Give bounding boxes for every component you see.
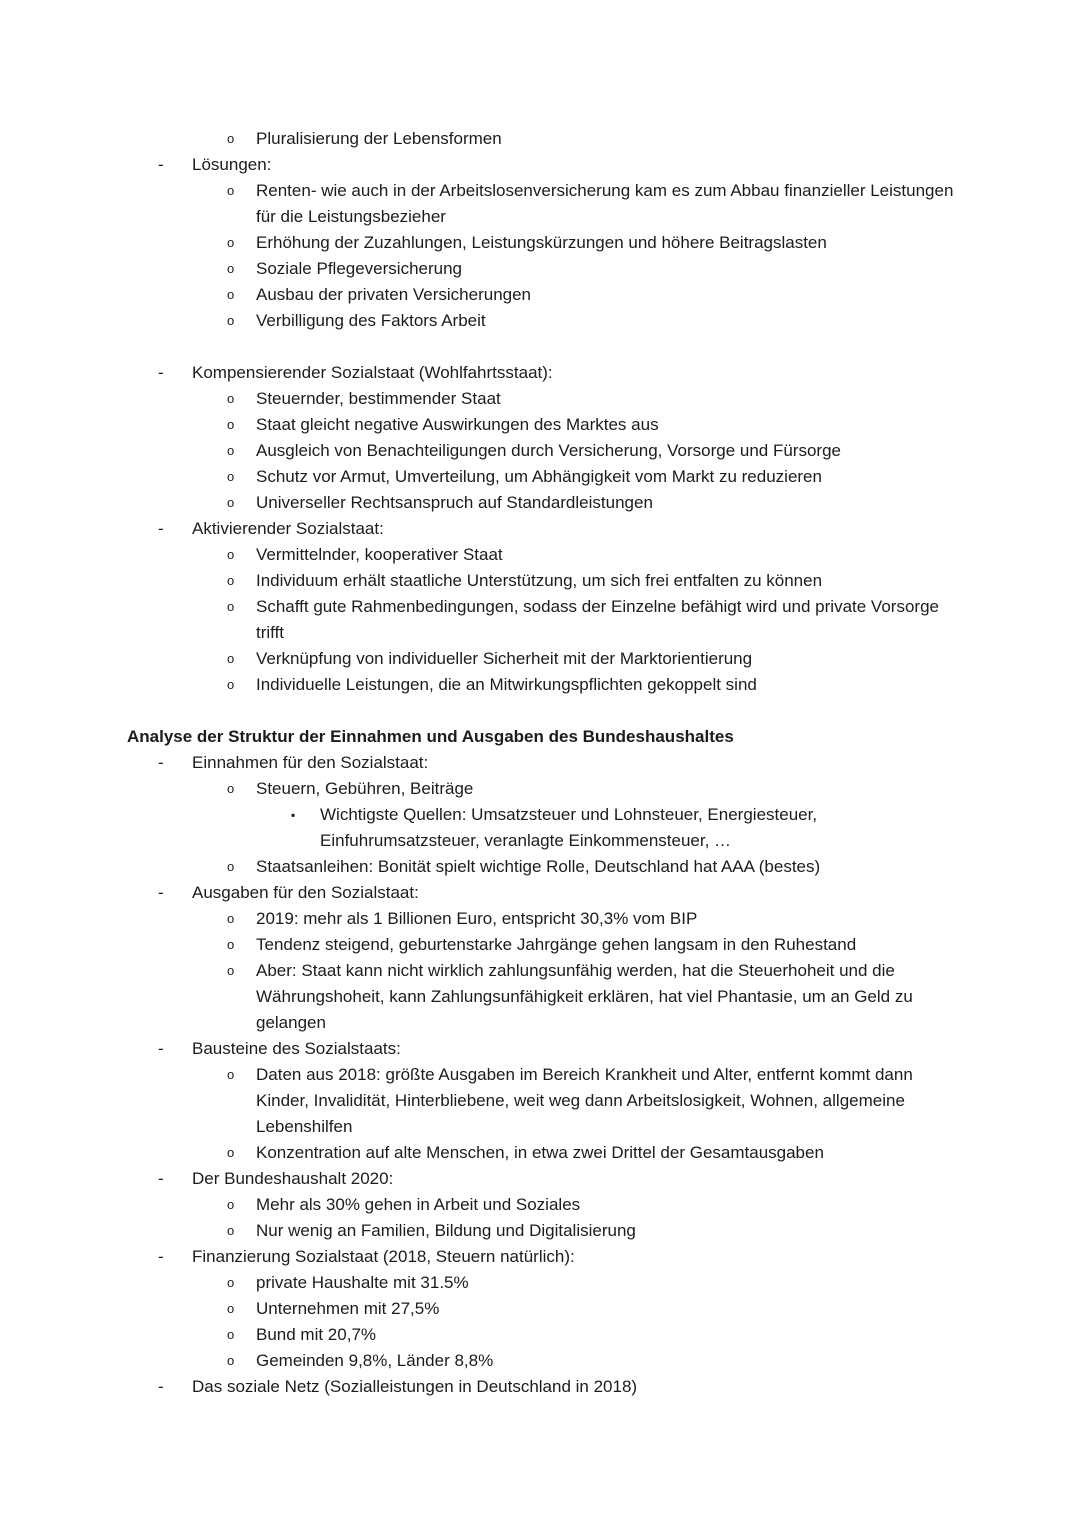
outline-item-level-1: [0, 516, 1080, 542]
outline-item-text: Bausteine des Sozialstaats:: [192, 1039, 401, 1058]
bullet-level-2-icon: o: [227, 313, 235, 328]
bullet-level-1-icon: -: [158, 1247, 164, 1266]
outline-item-level-2: [0, 672, 1080, 698]
bullet-level-1-icon: -: [158, 883, 164, 902]
outline-item-level-2: [0, 932, 1080, 958]
outline-item-text: Nur wenig an Familien, Bildung und Digitalisierung: [256, 1221, 636, 1240]
outline-item-level-1: [0, 880, 1080, 906]
bullet-level-2-icon: o: [227, 443, 235, 458]
outline-item-level-2: [0, 1140, 1080, 1166]
outline-item-text: Schafft gute Rahmenbedingungen, sodass der Einzelne befähigt wird und private Vorsorge trifft: [256, 597, 939, 642]
outline-item-level-2: [0, 282, 1080, 308]
outline-item-text: 2019: mehr als 1 Billionen Euro, entspricht 30,3% vom BIP: [256, 909, 698, 928]
bullet-level-1-icon: -: [158, 1377, 164, 1396]
bullet-level-2-icon: o: [227, 599, 235, 614]
outline-item-text: Steuernder, bestimmender Staat: [256, 389, 501, 408]
outline-item-level-2: [0, 490, 1080, 516]
bullet-level-2-icon: o: [227, 677, 235, 692]
outline-item-text: Bund mit 20,7%: [256, 1325, 377, 1344]
blank-line: [0, 698, 1080, 724]
outline-item-text: Wichtigste Quellen: Umsatzsteuer und Lohnsteuer, Energiesteuer, Einfuhrumsatzsteuer, veranlagte Einkommensteuer, …: [320, 805, 818, 850]
outline-item-text: Lösungen:: [192, 155, 272, 174]
bullet-level-2-icon: o: [227, 131, 235, 146]
outline-item-text: Individuum erhält staatliche Unterstützung, um sich frei entfalten zu können: [256, 571, 823, 590]
bullet-level-1-icon: -: [158, 753, 164, 772]
outline-item-text: Vermittelnder, kooperativer Staat: [256, 545, 503, 564]
outline-item-text: Verbilligung des Faktors Arbeit: [256, 311, 486, 330]
outline-item-text: private Haushalte mit 31.5%: [256, 1273, 469, 1292]
bullet-level-1-icon: -: [158, 1039, 164, 1058]
outline-item-level-2: [0, 646, 1080, 672]
outline-item-level-2: [0, 230, 1080, 256]
bullet-level-2-icon: o: [227, 469, 235, 484]
bullet-level-2-icon: o: [227, 261, 235, 276]
bullet-level-3-icon: ▪: [291, 808, 296, 822]
outline-item-level-2: [0, 386, 1080, 412]
outline-item-text: Finanzierung Sozialstaat (2018, Steuern natürlich):: [192, 1247, 575, 1266]
bullet-level-1-icon: -: [158, 363, 164, 382]
outline-item-level-2: [0, 1192, 1080, 1218]
bullet-level-2-icon: o: [227, 1145, 235, 1160]
outline-item-level-2: [0, 542, 1080, 568]
outline-item-text: Konzentration auf alte Menschen, in etwa zwei Drittel der Gesamtausgaben: [256, 1143, 824, 1162]
outline-item-level-2: [0, 1296, 1080, 1322]
outline-item-level-2: [0, 412, 1080, 438]
outline-item-text: Tendenz steigend, geburtenstarke Jahrgänge gehen langsam in den Ruhestand: [256, 935, 857, 954]
bullet-level-2-icon: o: [227, 391, 235, 406]
outline-item-text: Individuelle Leistungen, die an Mitwirkungspflichten gekoppelt sind: [256, 675, 757, 694]
outline-item-level-2: [0, 958, 1080, 1036]
outline-item-level-2: [0, 776, 1080, 802]
outline-item-text: Verknüpfung von individueller Sicherheit mit der Marktorientierung: [256, 649, 753, 668]
outline-item-level-1: [0, 1374, 1080, 1400]
bullet-level-2-icon: o: [227, 1197, 235, 1212]
outline-item-level-2: [0, 568, 1080, 594]
outline-item-text: Staat gleicht negative Auswirkungen des Marktes aus: [256, 415, 659, 434]
outline-item-text: Ausgleich von Benachteiligungen durch Versicherung, Vorsorge und Fürsorge: [256, 441, 841, 460]
outline-item-level-1: [0, 1036, 1080, 1062]
outline-item-text: Daten aus 2018: größte Ausgaben im Bereich Krankheit und Alter, entfernt kommt dann Kinder, Invalidität, Hinterbliebene, weit weg dann Arbeitslosigkeit, Wohnen, allgemeine Lebenshilfen: [256, 1065, 913, 1136]
outline-item-text: Einnahmen für den Sozialstaat:: [192, 753, 429, 772]
bullet-level-2-icon: o: [227, 1067, 235, 1082]
bullet-level-1-icon: -: [158, 1169, 164, 1188]
bullet-level-2-icon: o: [227, 781, 235, 796]
outline-item-text: Aktivierender Sozialstaat:: [192, 519, 384, 538]
bullet-level-2-icon: o: [227, 1327, 235, 1342]
bullet-level-2-icon: o: [227, 937, 235, 952]
outline-item-text: Das soziale Netz (Sozialleistungen in Deutschland in 2018): [192, 1377, 638, 1396]
outline-item-text: Ausgaben für den Sozialstaat:: [192, 883, 419, 902]
outline-item-level-1: [0, 1166, 1080, 1192]
outline-item-text: Der Bundeshaushalt 2020:: [192, 1169, 394, 1188]
bullet-level-2-icon: o: [227, 1301, 235, 1316]
blank-line: [0, 334, 1080, 360]
document-body: [0, 126, 1080, 1400]
bullet-level-1-icon: -: [158, 519, 164, 538]
outline-item-text: Gemeinden 9,8%, Länder 8,8%: [256, 1351, 494, 1370]
outline-item-level-1: [0, 360, 1080, 386]
outline-item-text: Mehr als 30% gehen in Arbeit und Soziales: [256, 1195, 581, 1214]
bullet-level-2-icon: o: [227, 417, 235, 432]
outline-item-text: Ausbau der privaten Versicherungen: [256, 285, 532, 304]
outline-item-level-2: [0, 178, 1080, 230]
outline-item-level-2: [0, 438, 1080, 464]
outline-item-level-2: [0, 1270, 1080, 1296]
outline-item-text: Aber: Staat kann nicht wirklich zahlungsunfähig werden, hat die Steuerhoheit und die Währungshoheit, kann Zahlungsunfähigkeit erklären, hat viel Phantasie, um an Geld zu gelangen: [256, 961, 913, 1032]
outline-item-level-2: [0, 464, 1080, 490]
outline-item-level-2: [0, 1322, 1080, 1348]
bullet-level-2-icon: o: [227, 495, 235, 510]
outline-item-text: Erhöhung der Zuzahlungen, Leistungskürzungen und höhere Beitragslasten: [256, 233, 827, 252]
outline-item-level-2: [0, 1218, 1080, 1244]
bullet-level-2-icon: o: [227, 859, 235, 874]
bullet-level-2-icon: o: [227, 1353, 235, 1368]
bullet-level-2-icon: o: [227, 651, 235, 666]
outline-item-level-1: [0, 1244, 1080, 1270]
outline-item-text: Universeller Rechtsanspruch auf Standardleistungen: [256, 493, 653, 512]
outline-item-text: Renten- wie auch in der Arbeitslosenversicherung kam es zum Abbau finanzieller Leistungen für die Leistungsbezieher: [256, 181, 954, 226]
outline-item-level-2: [0, 126, 1080, 152]
bullet-level-2-icon: o: [227, 911, 235, 926]
section-heading: Analyse der Struktur der Einnahmen und Ausgaben des Bundeshaushaltes: [127, 727, 734, 746]
outline-item-level-2: [0, 256, 1080, 282]
outline-item-text: Staatsanleihen: Bonität spielt wichtige Rolle, Deutschland hat AAA (bestes): [256, 857, 821, 876]
bullet-level-2-icon: o: [227, 235, 235, 250]
outline-item-text: Unternehmen mit 27,5%: [256, 1299, 440, 1318]
outline-item-level-1: [0, 750, 1080, 776]
bullet-level-2-icon: o: [227, 547, 235, 562]
outline-item-level-3: [0, 802, 1080, 854]
outline-item-level-2: [0, 1348, 1080, 1374]
outline-item-text: Kompensierender Sozialstaat (Wohlfahrtsstaat):: [192, 363, 553, 382]
bullet-level-2-icon: o: [227, 1223, 235, 1238]
outline-item-text: Schutz vor Armut, Umverteilung, um Abhängigkeit vom Markt zu reduzieren: [256, 467, 822, 486]
bullet-level-2-icon: o: [227, 963, 235, 978]
outline-item-level-2: [0, 1062, 1080, 1140]
bullet-level-2-icon: o: [227, 573, 235, 588]
outline-item-text: Soziale Pflegeversicherung: [256, 259, 463, 278]
bullet-level-2-icon: o: [227, 287, 235, 302]
outline-item-level-2: [0, 854, 1080, 880]
outline-item-text: Pluralisierung der Lebensformen: [256, 129, 502, 148]
bullet-level-2-icon: o: [227, 183, 235, 198]
outline-item-text: Steuern, Gebühren, Beiträge: [256, 779, 474, 798]
outline-item-level-2: [0, 906, 1080, 932]
outline-item-level-2: [0, 308, 1080, 334]
outline-item-level-1: [0, 152, 1080, 178]
bullet-level-2-icon: o: [227, 1275, 235, 1290]
bullet-level-1-icon: -: [158, 155, 164, 174]
outline-item-level-2: [0, 594, 1080, 646]
